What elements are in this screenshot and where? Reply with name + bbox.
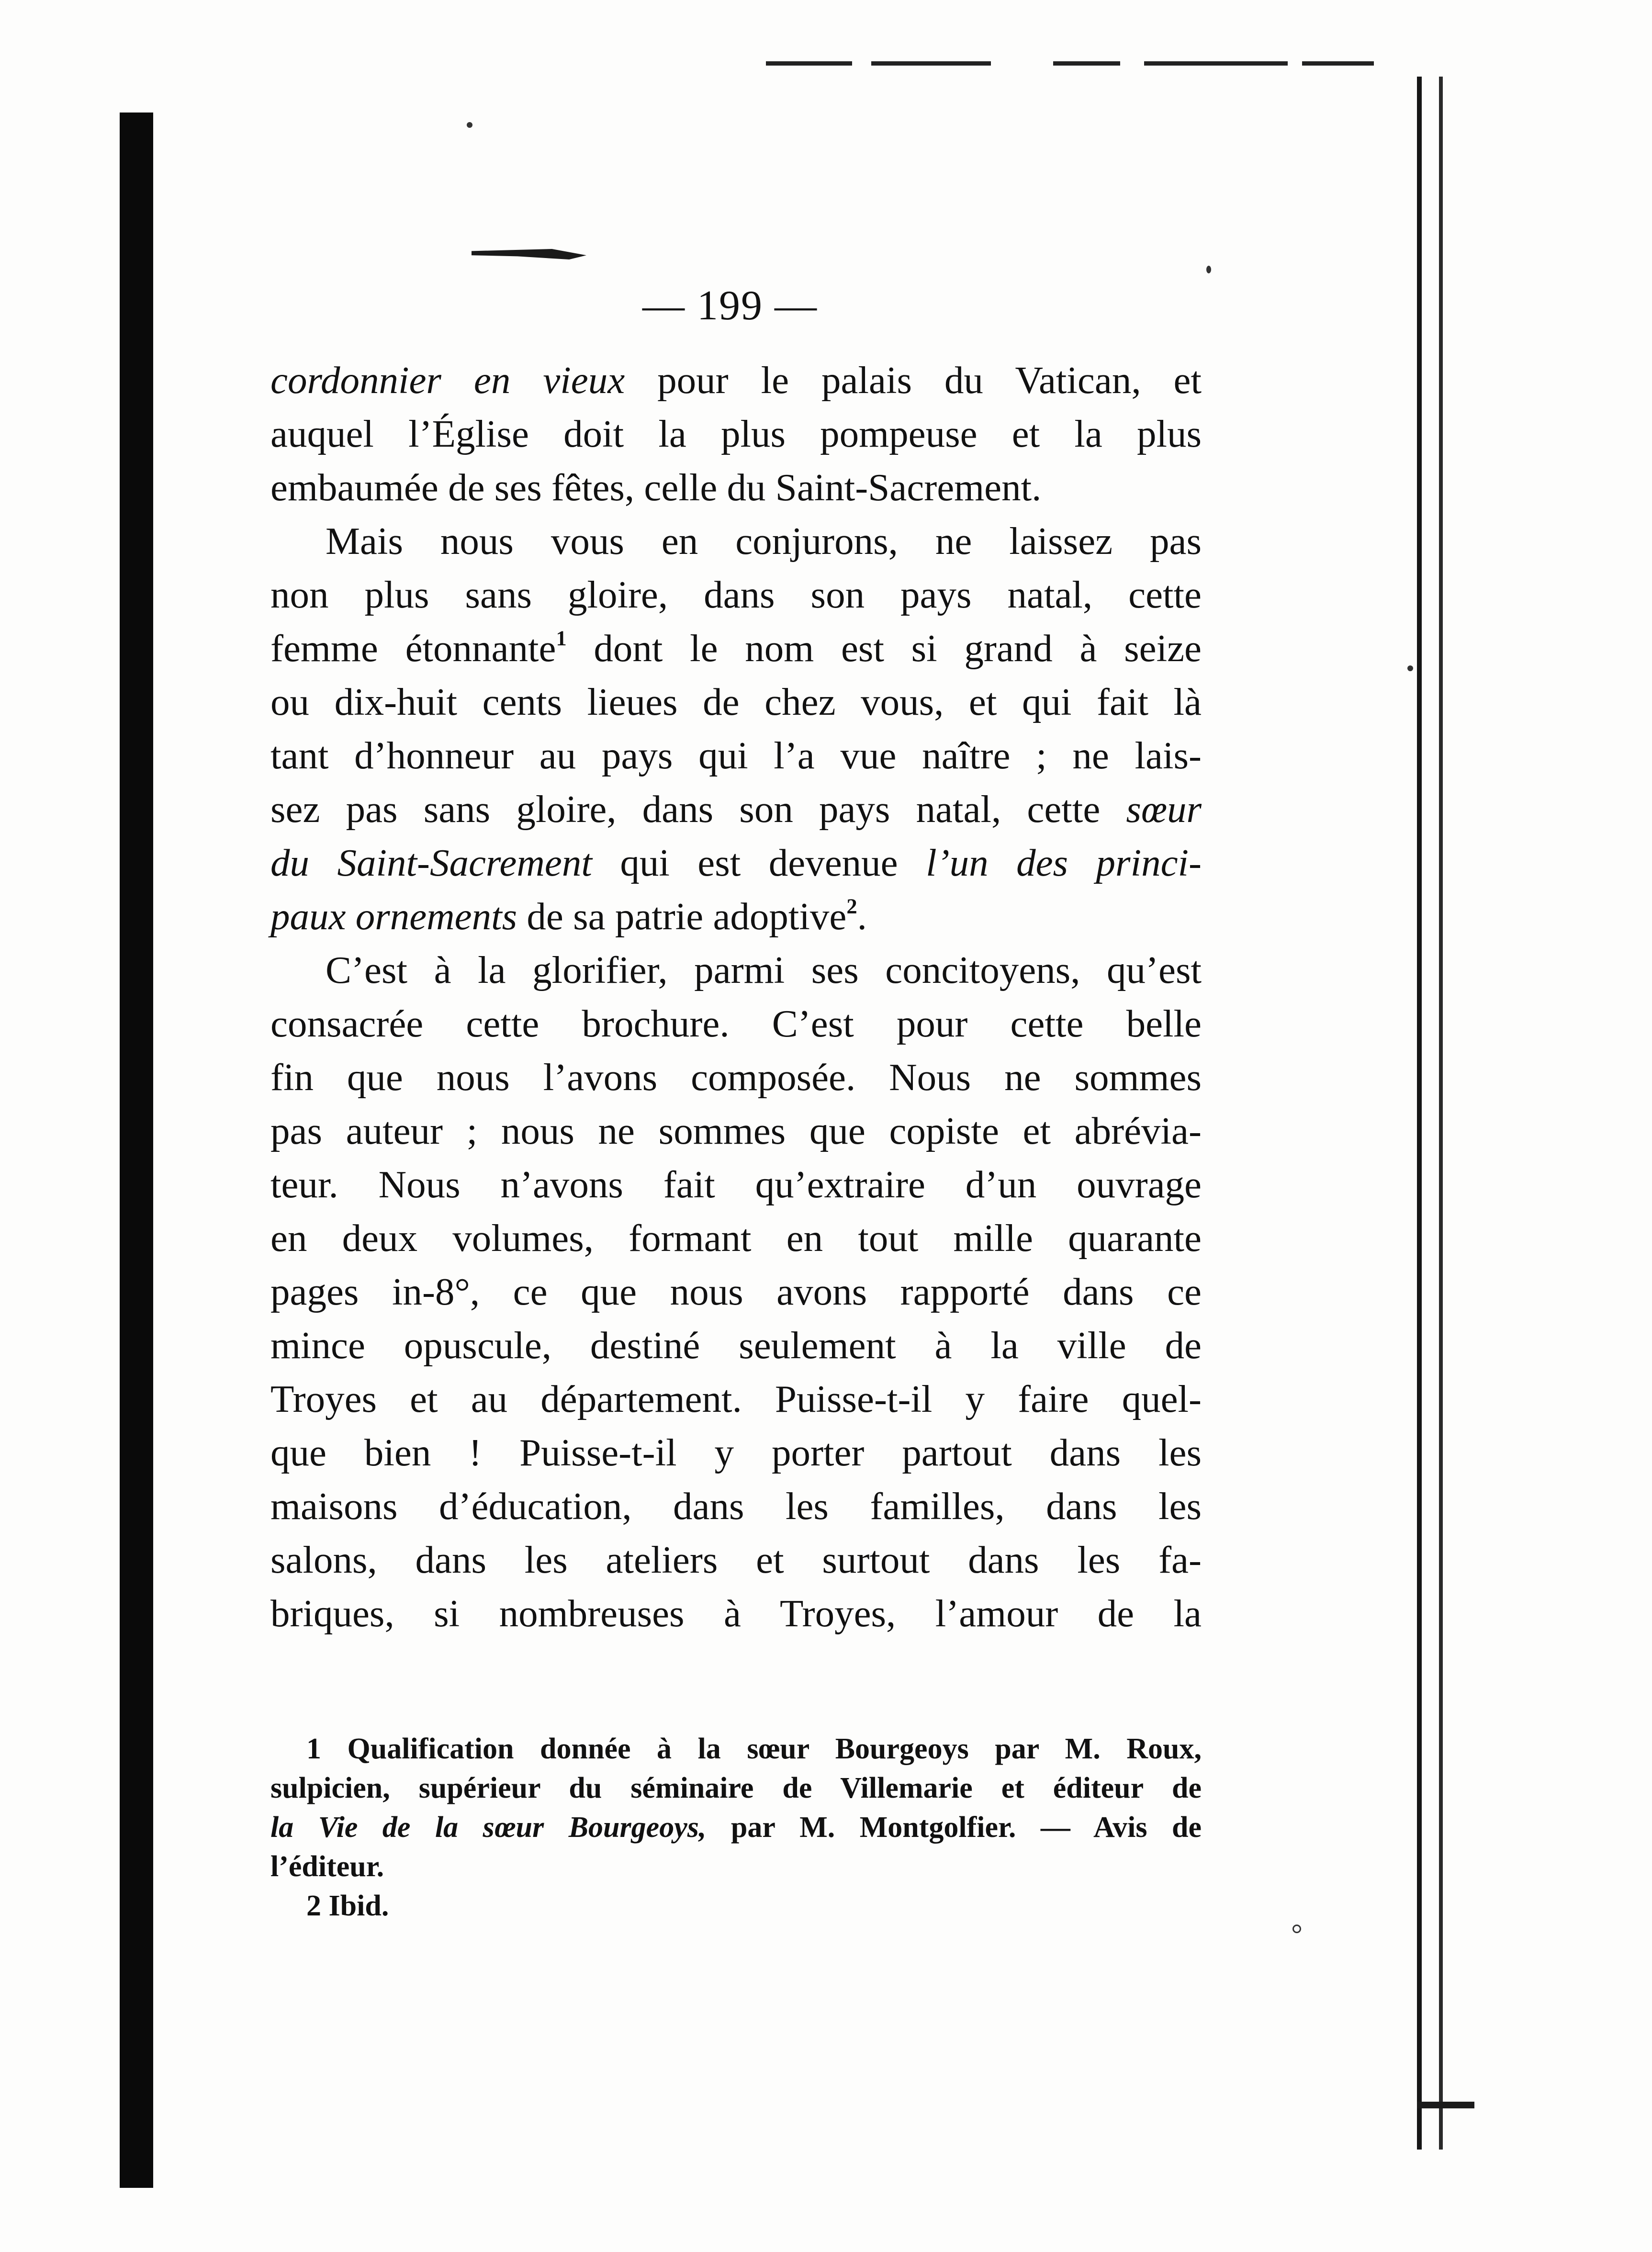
text-line xyxy=(270,890,1202,943)
text-line: embaumée de ses fêtes, celle du Saint-Sacrement. xyxy=(270,466,1042,509)
text-line: fin que nous l’avons composée. Nous ne sommes xyxy=(270,1056,1202,1099)
text-line: que bien ! Puisse-t-il y porter partout dans les xyxy=(270,1431,1202,1474)
italic-phrase: la Vie de la sœur Bourgeoys, xyxy=(270,1811,707,1844)
text-fragment: dont le nom est si grand à seize xyxy=(566,627,1202,670)
footnotes xyxy=(270,1729,1202,1925)
text-fragment: qui est devenue xyxy=(592,841,926,884)
scan-mark xyxy=(871,61,991,66)
italic-phrase: cordonnier en vieux xyxy=(270,359,625,402)
text-line: maisons d’éducation, dans les familles, dans les xyxy=(270,1485,1202,1528)
footnote-line: 2 Ibid. xyxy=(306,1890,389,1922)
header-ornament xyxy=(472,249,586,259)
text-line: consacrée cette brochure. C’est pour cette belle xyxy=(270,1002,1202,1045)
text-fragment: de sa patrie adoptive xyxy=(517,895,847,938)
text-line xyxy=(270,782,1202,836)
italic-phrase: paux ornements xyxy=(270,895,517,938)
text-fragment: femme étonnante xyxy=(270,627,556,670)
text-fragment: . xyxy=(857,895,867,938)
text-line xyxy=(270,621,1202,675)
text-line: Troyes et au département. Puisse-t-il y faire quel- xyxy=(270,1377,1202,1420)
text-fragment: par M. Montgolfier. — Avis de xyxy=(706,1811,1202,1844)
scan-mark xyxy=(1302,61,1374,66)
footnote-line: 1 Qualification donnée à la sœur Bourgeoys par M. Roux, xyxy=(306,1733,1202,1765)
text-line: salons, dans les ateliers et surtout dans les fa- xyxy=(270,1538,1202,1581)
scan-speck xyxy=(1407,665,1413,671)
footnote-line xyxy=(270,1808,1202,1847)
scan-mark xyxy=(1144,61,1288,66)
text-line xyxy=(270,353,1202,407)
text-line: tant d’honneur au pays qui l’a vue naître ; ne lais- xyxy=(270,734,1202,777)
body-text xyxy=(270,353,1202,1640)
text-line: C’est à la glorifier, parmi ses concitoyens, qu’est xyxy=(326,948,1202,991)
text-line: teur. Nous n’avons fait qu’extraire d’un ouvrage xyxy=(270,1163,1202,1206)
scan-speck xyxy=(1206,266,1211,273)
page-edge-shadow xyxy=(1417,77,1443,2150)
scan-speck xyxy=(1292,1925,1301,1933)
scan-mark xyxy=(1053,61,1120,66)
text-line: Mais nous vous en conjurons, ne laissez pas xyxy=(326,519,1202,563)
text-line: ou dix-huit cents lieues de chez vous, et qui fait là xyxy=(270,680,1202,723)
binding-shadow xyxy=(120,113,153,2188)
page-edge-corner xyxy=(1417,2102,1474,2108)
text-line: briques, si nombreuses à Troyes, l’amour de la xyxy=(270,1592,1202,1635)
text-line: pas auteur ; nous ne sommes que copiste et abrévia- xyxy=(270,1109,1202,1152)
page-number: — 199 — xyxy=(642,282,818,329)
scan-speck xyxy=(467,122,472,128)
text-line: mince opuscule, destiné seulement à la ville de xyxy=(270,1324,1202,1367)
text-line: non plus sans gloire, dans son pays natal, cette xyxy=(270,573,1202,616)
text-line: en deux volumes, formant en tout mille quarante xyxy=(270,1216,1202,1260)
text-fragment: sez pas sans gloire, dans son pays natal, cette xyxy=(270,788,1126,831)
italic-phrase: du Saint-Sacrement xyxy=(270,841,592,884)
italic-phrase: l’un des princi- xyxy=(926,841,1202,884)
text-fragment: pour le palais du Vatican, et xyxy=(625,359,1202,402)
scan-mark xyxy=(766,61,852,66)
footnote-line: sulpicien, supérieur du séminaire de Villemarie et éditeur de xyxy=(270,1772,1202,1804)
text-line: auquel l’Église doit la plus pompeuse et la plus xyxy=(270,412,1202,455)
text-line: pages in-8°, ce que nous avons rapporté dans ce xyxy=(270,1270,1202,1313)
text-line xyxy=(270,836,1202,890)
footnote-ref: 2 xyxy=(846,894,857,918)
footnote-ref: 1 xyxy=(556,626,567,650)
footnote-line: l’éditeur. xyxy=(270,1850,384,1883)
italic-phrase: sœur xyxy=(1126,788,1202,831)
